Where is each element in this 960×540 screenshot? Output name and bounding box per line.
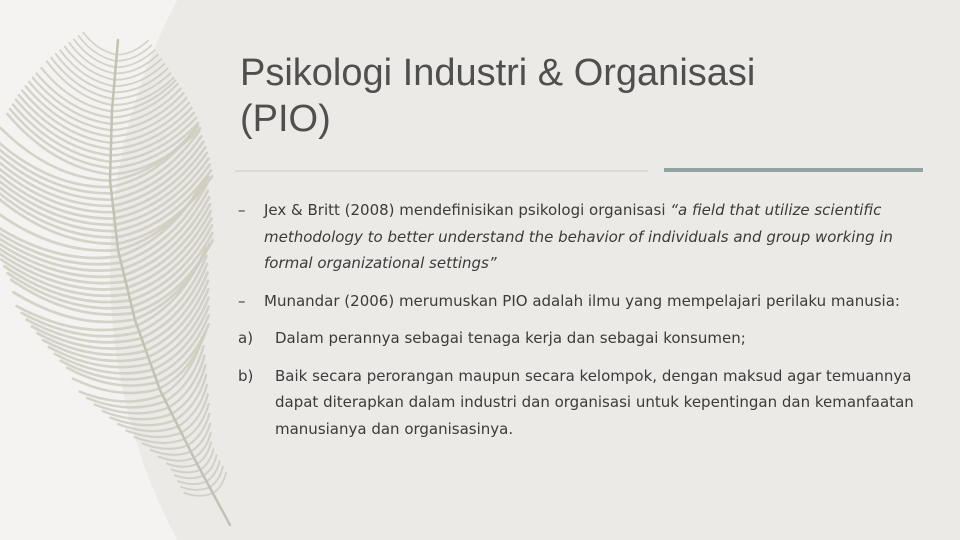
list-marker-b: b) (238, 366, 254, 385)
feather-barb (83, 32, 117, 54)
feather-barb (178, 481, 207, 484)
feather-barb (184, 493, 213, 496)
slide-title (240, 50, 940, 142)
feather-barb (151, 450, 191, 455)
feather-barb (159, 457, 194, 461)
feather-barb (175, 475, 204, 478)
feather-barb (116, 45, 151, 61)
bullet-text-plain: Jex & Britt (2008) mendefinisikan psikologi organisasi (264, 201, 671, 219)
list-item-b (238, 363, 928, 443)
list-item-text: Baik secara perorangan maupun secara kelompok, dengan maksud agar temuannya dapat diterapkan dalam industri dan organisasi untuk kepentingan dan kemanfaatan manusianya dan organisasinya. (275, 366, 914, 438)
feather-barb (191, 424, 210, 452)
title-line-1: Psikologi Industri & Organisasi (240, 52, 756, 94)
feather-barb (172, 470, 201, 473)
bullet-text (264, 197, 928, 277)
slide-body (238, 197, 928, 453)
feather-barb (116, 50, 155, 67)
feather-barb (143, 444, 188, 449)
title-line-2: (PIO) (240, 98, 331, 140)
title-divider-accent (664, 168, 923, 172)
bullet-munandar (238, 288, 928, 315)
feather-barb (79, 36, 117, 61)
list-item-a (238, 325, 928, 352)
bullet-jex-britt (238, 197, 928, 277)
bullet-quote: “a field that utilize scientific methodology to better understand the behavior of individuals and group working in formal organizational settings” (264, 201, 893, 272)
dash-marker: – (238, 291, 246, 310)
feather-barb (115, 55, 158, 74)
feather-barb (181, 487, 210, 490)
bullet-text: Munandar (2006) merumuskan PIO adalah ilmu yang mempelajari perilaku manusia: (264, 291, 900, 310)
list-marker-a: a) (238, 329, 254, 347)
feather-barb (167, 464, 197, 467)
title-divider-light (235, 170, 648, 172)
list-item-text: Dalam perannya sebagai tenaga kerja dan sebagai konsumen; (275, 329, 746, 347)
dash-marker: – (238, 201, 246, 219)
feather-barb (188, 414, 210, 446)
